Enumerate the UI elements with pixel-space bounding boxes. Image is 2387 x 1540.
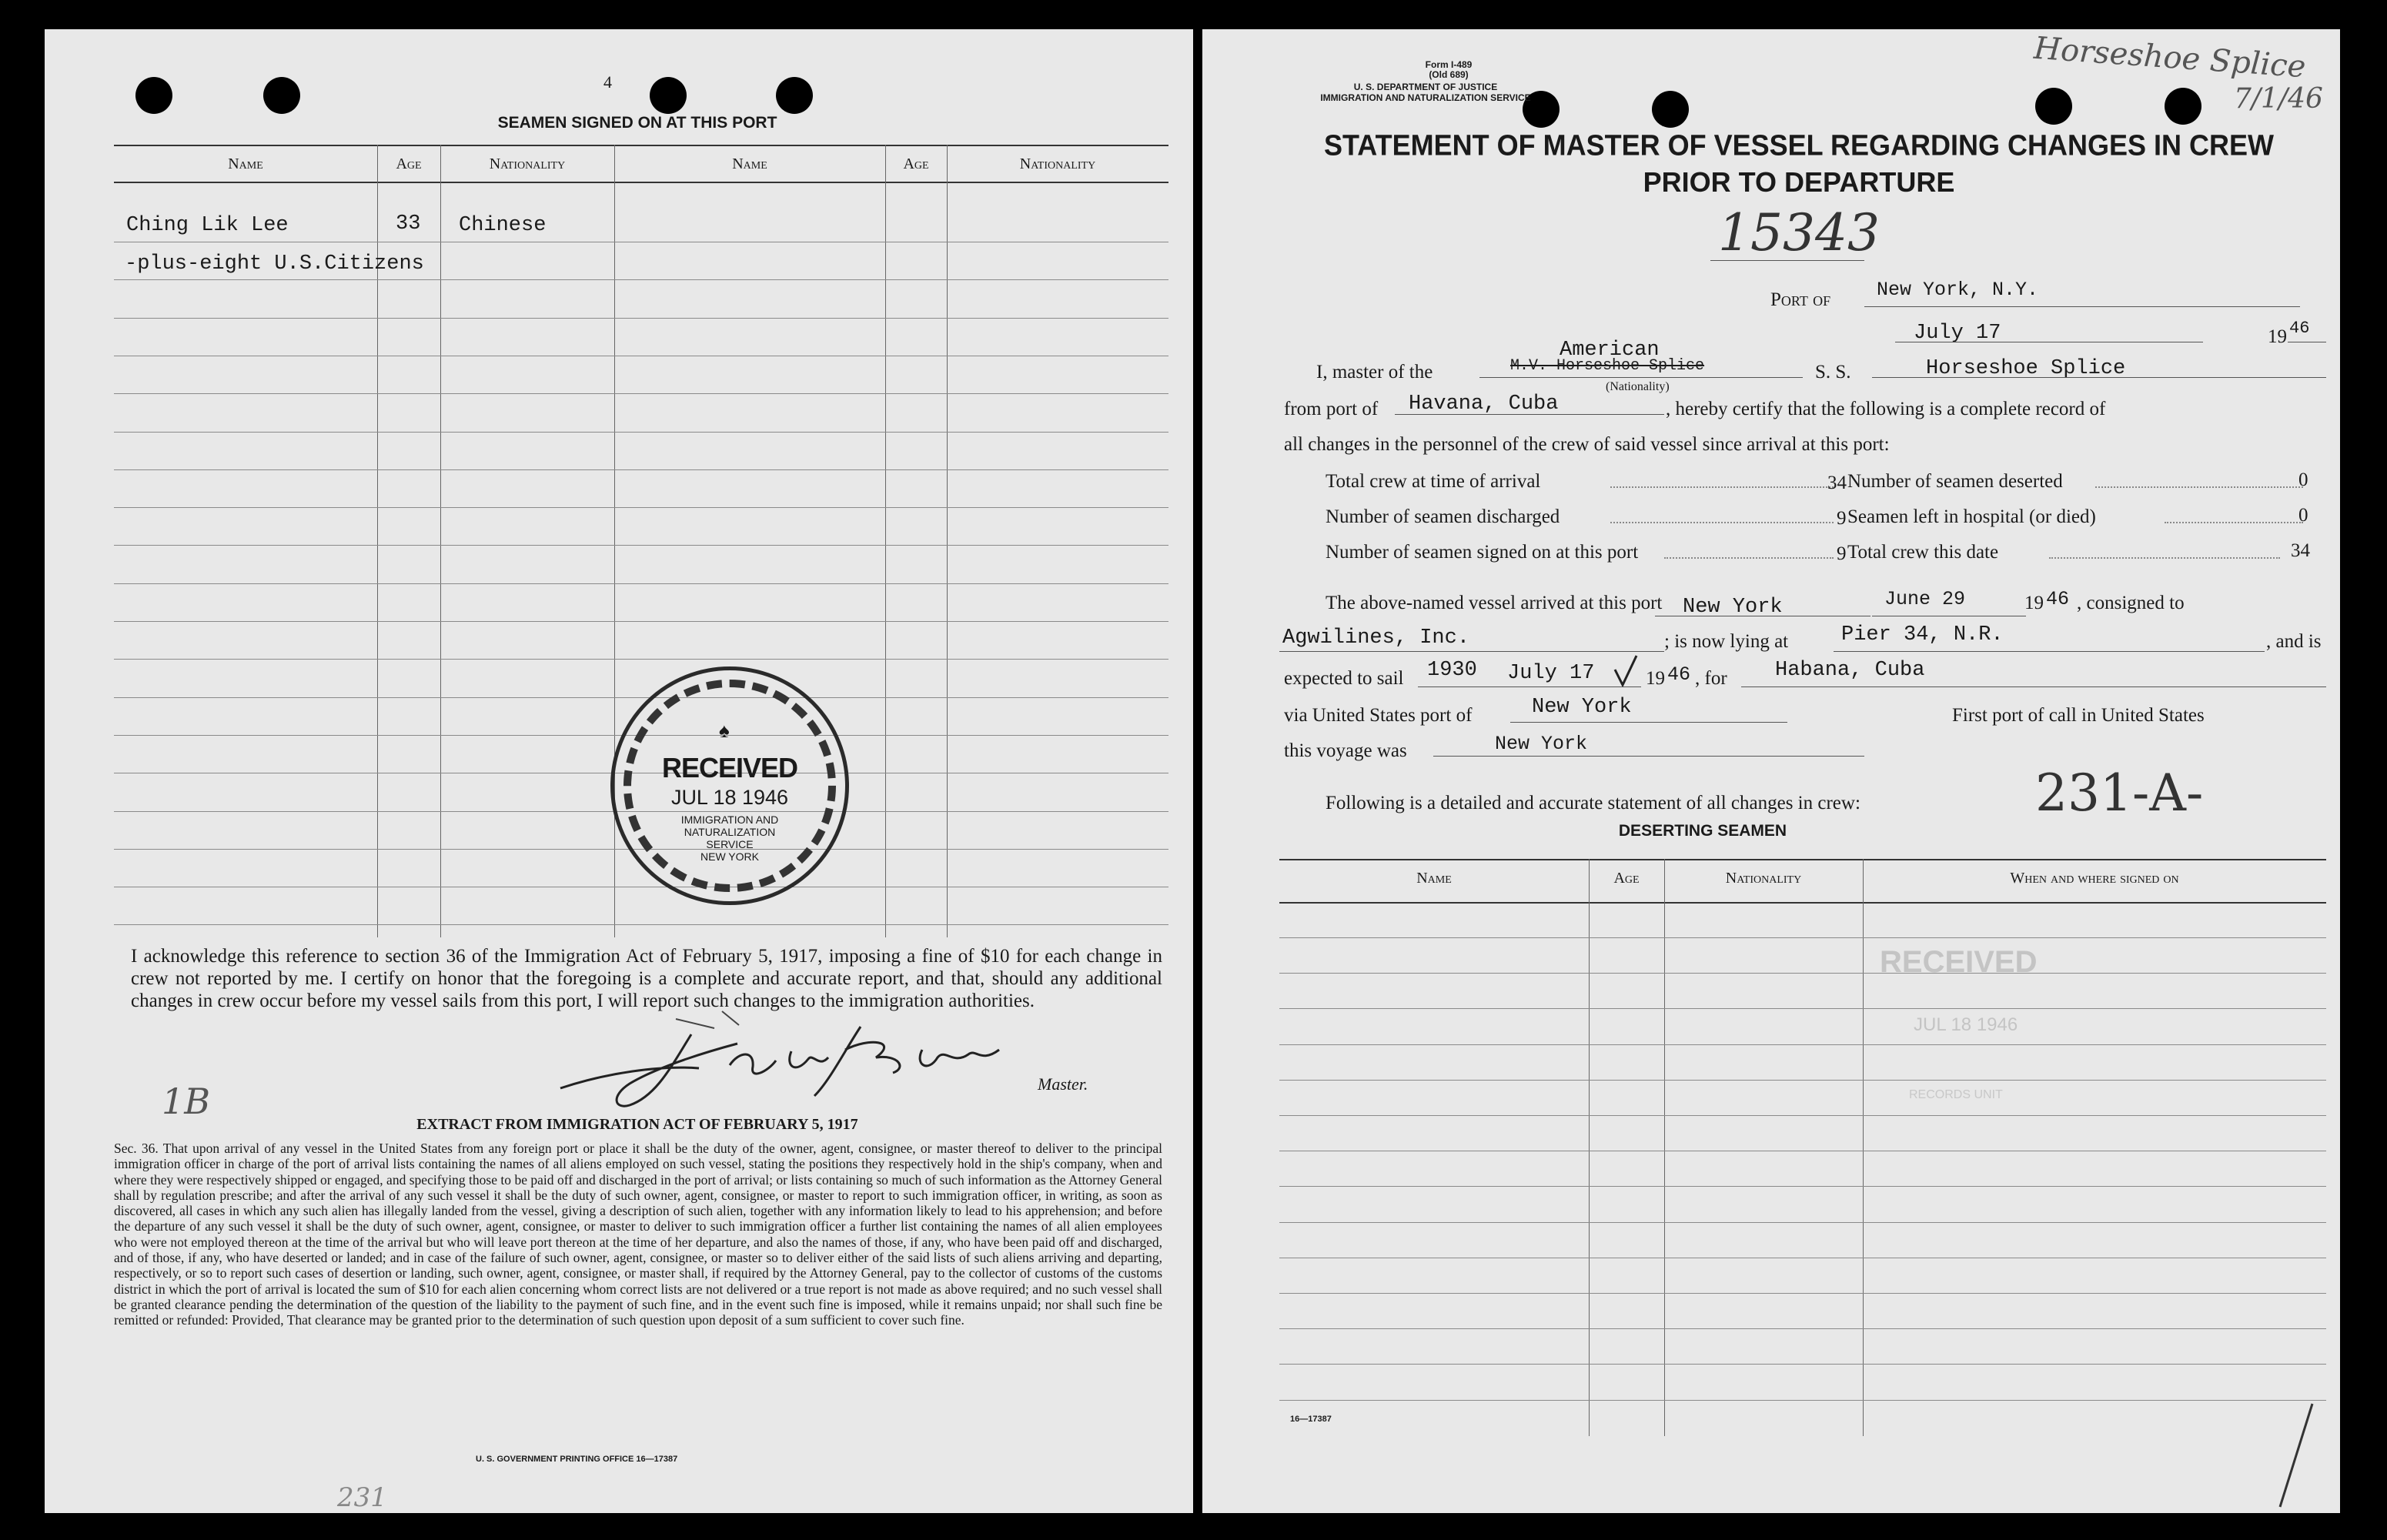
nationality-value: American: [1560, 339, 1660, 362]
form-title: STATEMENT OF MASTER OF VESSEL REGARDING CHANGES IN CREW: [1323, 128, 2275, 162]
following-text: Following is a detailed and accurate statement of all changes in crew:: [1326, 793, 1860, 813]
left-page: [45, 29, 1193, 1513]
stat-leader: [1610, 486, 1834, 488]
column-header-name: Name: [1416, 870, 1452, 887]
stamp-date: JUL 18 1946: [670, 786, 789, 809]
table-row-rule: [114, 432, 1168, 433]
stamp-line: NEW YORK: [700, 850, 759, 863]
deserting-table-header-rule: [1279, 902, 2326, 904]
via-value: New York: [1532, 696, 1632, 719]
table-row-rule: [1279, 1115, 2326, 1116]
from-port-underline: [1395, 414, 1664, 415]
destination: Habana, Cuba: [1775, 659, 1925, 682]
punch-hole: [776, 77, 813, 114]
table-top-rule: [114, 145, 1168, 146]
table-header-rule: [114, 182, 1168, 183]
crew-nationality: Chinese: [459, 214, 547, 237]
via-underline: [1510, 722, 1787, 723]
crew-name: -plus-eight U.S.Citizens: [125, 252, 424, 276]
stat-value: 34: [1827, 473, 1847, 493]
for-label: , for: [1695, 668, 1727, 689]
this-voyage-label: this voyage was: [1284, 740, 1407, 761]
first-port-label: First port of call in United States: [1952, 705, 2205, 726]
arrived-year-prefix: 19: [2024, 593, 2044, 613]
stamp-received: RECEIVED: [661, 752, 798, 783]
stat-value: 9: [1837, 543, 1847, 564]
expected-label: expected to sail: [1284, 668, 1404, 689]
stat-label: Number of seamen deserted: [1847, 471, 2063, 492]
table-row-rule: [114, 545, 1168, 546]
nationality-underline: [1479, 377, 1803, 378]
ghost-received: RECEIVED: [1880, 945, 2038, 979]
punch-hole: [650, 77, 687, 114]
handwritten-number: 15343: [1718, 203, 1880, 262]
department-header: [1264, 82, 1587, 103]
table-row-rule: [114, 924, 1168, 925]
column-header-name: Name: [732, 155, 767, 172]
stat-label: Total crew at time of arrival: [1326, 471, 1541, 492]
margin-note: 1B: [162, 1081, 211, 1122]
table-row-rule: [1279, 1008, 2326, 1009]
received-stamp: [610, 666, 849, 905]
punch-hole: [263, 77, 300, 114]
via-label: via United States port of: [1284, 705, 1473, 726]
master-label: Master.: [1038, 1074, 1088, 1094]
column-header-nationality: Nationality: [1019, 155, 1096, 172]
consignee-underline: [1279, 651, 1664, 652]
deserting-heading: DESERTING SEAMEN: [1618, 822, 1787, 840]
column-header-age: Age: [1613, 870, 1640, 887]
lying-underline: [1834, 651, 2265, 652]
table-row-rule: [1279, 1400, 2326, 1401]
form-line: (Old 689): [1429, 69, 1469, 80]
master-prefix: I, master of the: [1316, 362, 1433, 382]
crew-name: Ching Lik Lee: [126, 214, 289, 237]
handwritten-date: 7/1/46: [2234, 83, 2323, 115]
sail-date: July 17: [1507, 662, 1595, 685]
table-row-rule: [114, 583, 1168, 584]
port-label: Port of: [1770, 289, 1831, 310]
column-divider: [885, 145, 886, 937]
date-value: July 17: [1914, 322, 2001, 345]
table-row-rule: [1279, 1080, 2326, 1081]
certify-text: , hereby certify that the following is a complete record of: [1666, 399, 2106, 419]
stat-value: 0: [2298, 505, 2308, 526]
handwritten-reference: 231-A-: [2035, 763, 2204, 823]
printer-line: U. S. GOVERNMENT PRINTING OFFICE 16—17387: [476, 1455, 678, 1464]
column-header-name: Name: [228, 155, 263, 172]
consigned-label: , consigned to: [2077, 593, 2185, 613]
table-row-rule: [114, 507, 1168, 508]
sail-time: 1930: [1427, 659, 1477, 682]
year-value: 46: [2289, 319, 2310, 338]
table-row-rule: [1279, 1328, 2326, 1329]
table-row-rule: [1279, 973, 2326, 974]
stat-leader: [2049, 557, 2280, 559]
stat-leader: [1610, 522, 1834, 523]
stat-leader: [2165, 522, 2303, 523]
column-divider: [947, 145, 948, 937]
form-number: [1356, 60, 1541, 80]
stat-value: 0: [2298, 469, 2308, 490]
destination-underline: [1741, 686, 2326, 687]
stat-label: Total crew this date: [1847, 542, 1999, 563]
right-page: [1202, 29, 2340, 1513]
handwritten-vessel: Horseshoe Splice: [2032, 30, 2307, 85]
lying-label: ; is now lying at: [1664, 631, 1789, 652]
spade-icon: ♠: [719, 720, 730, 742]
stat-label: Number of seamen signed on at this port: [1326, 542, 1639, 563]
stat-value: 9: [1837, 508, 1847, 529]
table-row-rule: [114, 393, 1168, 394]
column-divider: [1664, 859, 1665, 1436]
form-subtitle: PRIOR TO DEPARTURE: [1643, 166, 1955, 198]
from-port-value: Havana, Cuba: [1409, 393, 1559, 416]
table-row-rule: [1279, 1364, 2326, 1365]
consignee: Agwilines, Inc.: [1282, 626, 1470, 650]
department-line: IMMIGRATION AND NATURALIZATION SERVICE: [1320, 92, 1531, 103]
certify-text-continued: all changes in the personnel of the crew of said vessel since arrival at this port:: [1284, 434, 1890, 455]
this-voyage-value: New York: [1495, 733, 1588, 755]
column-divider: [1589, 859, 1590, 1436]
bottom-note: 231: [337, 1482, 387, 1513]
column-header-age: Age: [903, 155, 929, 172]
table-row-rule: [1279, 1222, 2326, 1223]
port-underline: [1864, 306, 2300, 307]
punch-hole: [1652, 91, 1689, 128]
punch-hole: [135, 77, 172, 114]
this-voyage-underline: [1433, 756, 1864, 757]
stamp-line: IMMIGRATION AND: [680, 813, 779, 826]
port-value: New York, N.Y.: [1877, 279, 2039, 301]
section-heading: SEAMEN SIGNED ON AT THIS PORT: [497, 114, 777, 132]
struck-vessel-text: M.V. Horseshoe Splice: [1510, 357, 1705, 375]
number-underline: [1710, 260, 1864, 261]
table-row-rule: [1279, 1044, 2326, 1045]
column-header-signed-on: When and where signed on: [2010, 870, 2179, 887]
table-row-rule: [114, 318, 1168, 319]
from-port-label: from port of: [1284, 399, 1379, 419]
punch-hole: [2035, 88, 2072, 125]
table-row-rule: [114, 621, 1168, 622]
sail-year-prefix: 19: [1646, 668, 1665, 689]
sail-underline: [1418, 686, 1641, 687]
sail-year: 46: [1667, 663, 1691, 686]
stat-leader: [1664, 557, 1834, 559]
column-divider: [440, 145, 441, 937]
lying-value: Pier 34, N.R.: [1841, 623, 2004, 646]
ss-label: S. S.: [1815, 362, 1851, 382]
ghost-date: JUL 18 1946: [1914, 1014, 2018, 1035]
form-line: Form I-489: [1425, 59, 1473, 70]
table-row-rule: [114, 279, 1168, 280]
table-row-rule: [1279, 1293, 2326, 1294]
table-row-rule: [114, 659, 1168, 660]
vessel-underline: [1872, 377, 2326, 378]
stat-label: Seamen left in hospital (or died): [1847, 506, 2096, 527]
and-is-label: , and is: [2266, 631, 2322, 652]
page-number: 4: [603, 72, 612, 92]
stamp-line: SERVICE: [706, 838, 754, 850]
ghost-records: RECORDS UNIT: [1909, 1088, 2003, 1101]
column-divider: [1863, 859, 1864, 1436]
stat-label: Number of seamen discharged: [1326, 506, 1560, 527]
table-row-rule: [1279, 1186, 2326, 1187]
arrived-label: The above-named vessel arrived at this port: [1326, 593, 1663, 613]
arrived-date: June 29: [1884, 588, 1966, 610]
footer-code: 16—17387: [1290, 1415, 1332, 1424]
department-line: U. S. DEPARTMENT OF JUSTICE: [1353, 82, 1498, 92]
year-prefix: 19: [2268, 326, 2287, 347]
nationality-caption: (Nationality): [1606, 380, 1670, 393]
stat-leader: [2095, 486, 2303, 488]
deserting-table-top-rule: [1279, 859, 2326, 860]
stamp-line: NATURALIZATION: [684, 826, 776, 838]
stat-value: 34: [2291, 540, 2310, 561]
table-row-rule: [1279, 937, 2326, 938]
acknowledgment-paragraph: I acknowledge this reference to section 36 of the Immigration Act of February 5, 1917, imposing a fine of $10 for each change in crew not reported by me. I certify on honor that the foregoing is a complete and accurate report, and that, should any additional changes in crew occur before my vessel sails from this port, I will report such changes to the immigration authorities.: [131, 946, 1162, 1011]
vessel-name: Horseshoe Splice: [1926, 357, 2126, 380]
table-row-rule: [114, 697, 1168, 698]
extract-heading: EXTRACT FROM IMMIGRATION ACT OF FEBRUARY 5, 1917: [416, 1116, 858, 1133]
section-36-text: Sec. 36. That upon arrival of any vessel in the United States from any foreign port or place it shall be the duty of the owner, agent, consignee, or master thereof to deliver to the principal immigration officer in charge of the port of arrival lists containing the names of all aliens employed on such vessel, stating the positions they respectively hold in the ship's company, when and where they were respectively shipped or engaged, and specifying those to be paid off and discharged in the port of arrival; or lists containing so much of such information as the Attorney General shall by regulation prescribe; and after the arrival of any such vessel it shall be the duty of such owner, agent, consignee, or master to report to such immigration officer, in writing, as soon as discovered, all cases in which any such alien has illegally landed from the vessel, giving a description of such alien, together with any information likely to lead to his apprehension; and before the departure of any such vessel it shall be the duty of such owner, agent, consignee, or master to deliver to such immigration officer a further list containing the names of all alien employees who were not employed thereon at the time of the arrival but who will leave port thereon at the time of her departure, and also the names of those, if any, who have been paid off and discharged, and of those, if any, who have deserted or landed; and in case of the failure of such owner, agent, consignee, or master so to deliver either of the said lists of such aliens arriving and departing, respectively, or so to report such cases of desertion or landing, such owner, agent, consignee, or master shall, if required by the Attorney General, pay to the collector of customs of the customs district in which the port of arrival is located the sum of $10 for each alien concerning whom correct lists are not delivered or a true report is not made as above required; and no such vessel shall be granted clearance pending the determination of the question of the liability to the payment of such fine, and in the event such fine is imposed, while it remains unpaid; nor shall such fine be remitted or refunded: Provided, That clearance may be granted prior to the determination of such question upon deposit of a sum sufficient to cover such fine.: [114, 1141, 1162, 1328]
column-header-nationality: Nationality: [489, 155, 566, 172]
column-header-age: Age: [396, 155, 422, 172]
crew-age: 33: [396, 212, 421, 236]
arrived-port: New York: [1683, 596, 1783, 619]
check-mark-icon: [1610, 653, 1641, 691]
master-signature: [537, 1004, 1045, 1119]
column-header-nationality: Nationality: [1725, 870, 1802, 887]
punch-hole: [2165, 88, 2201, 125]
table-row-rule: [114, 469, 1168, 470]
arrived-year: 46: [2046, 588, 2070, 610]
margin-stroke: [2249, 1399, 2326, 1515]
